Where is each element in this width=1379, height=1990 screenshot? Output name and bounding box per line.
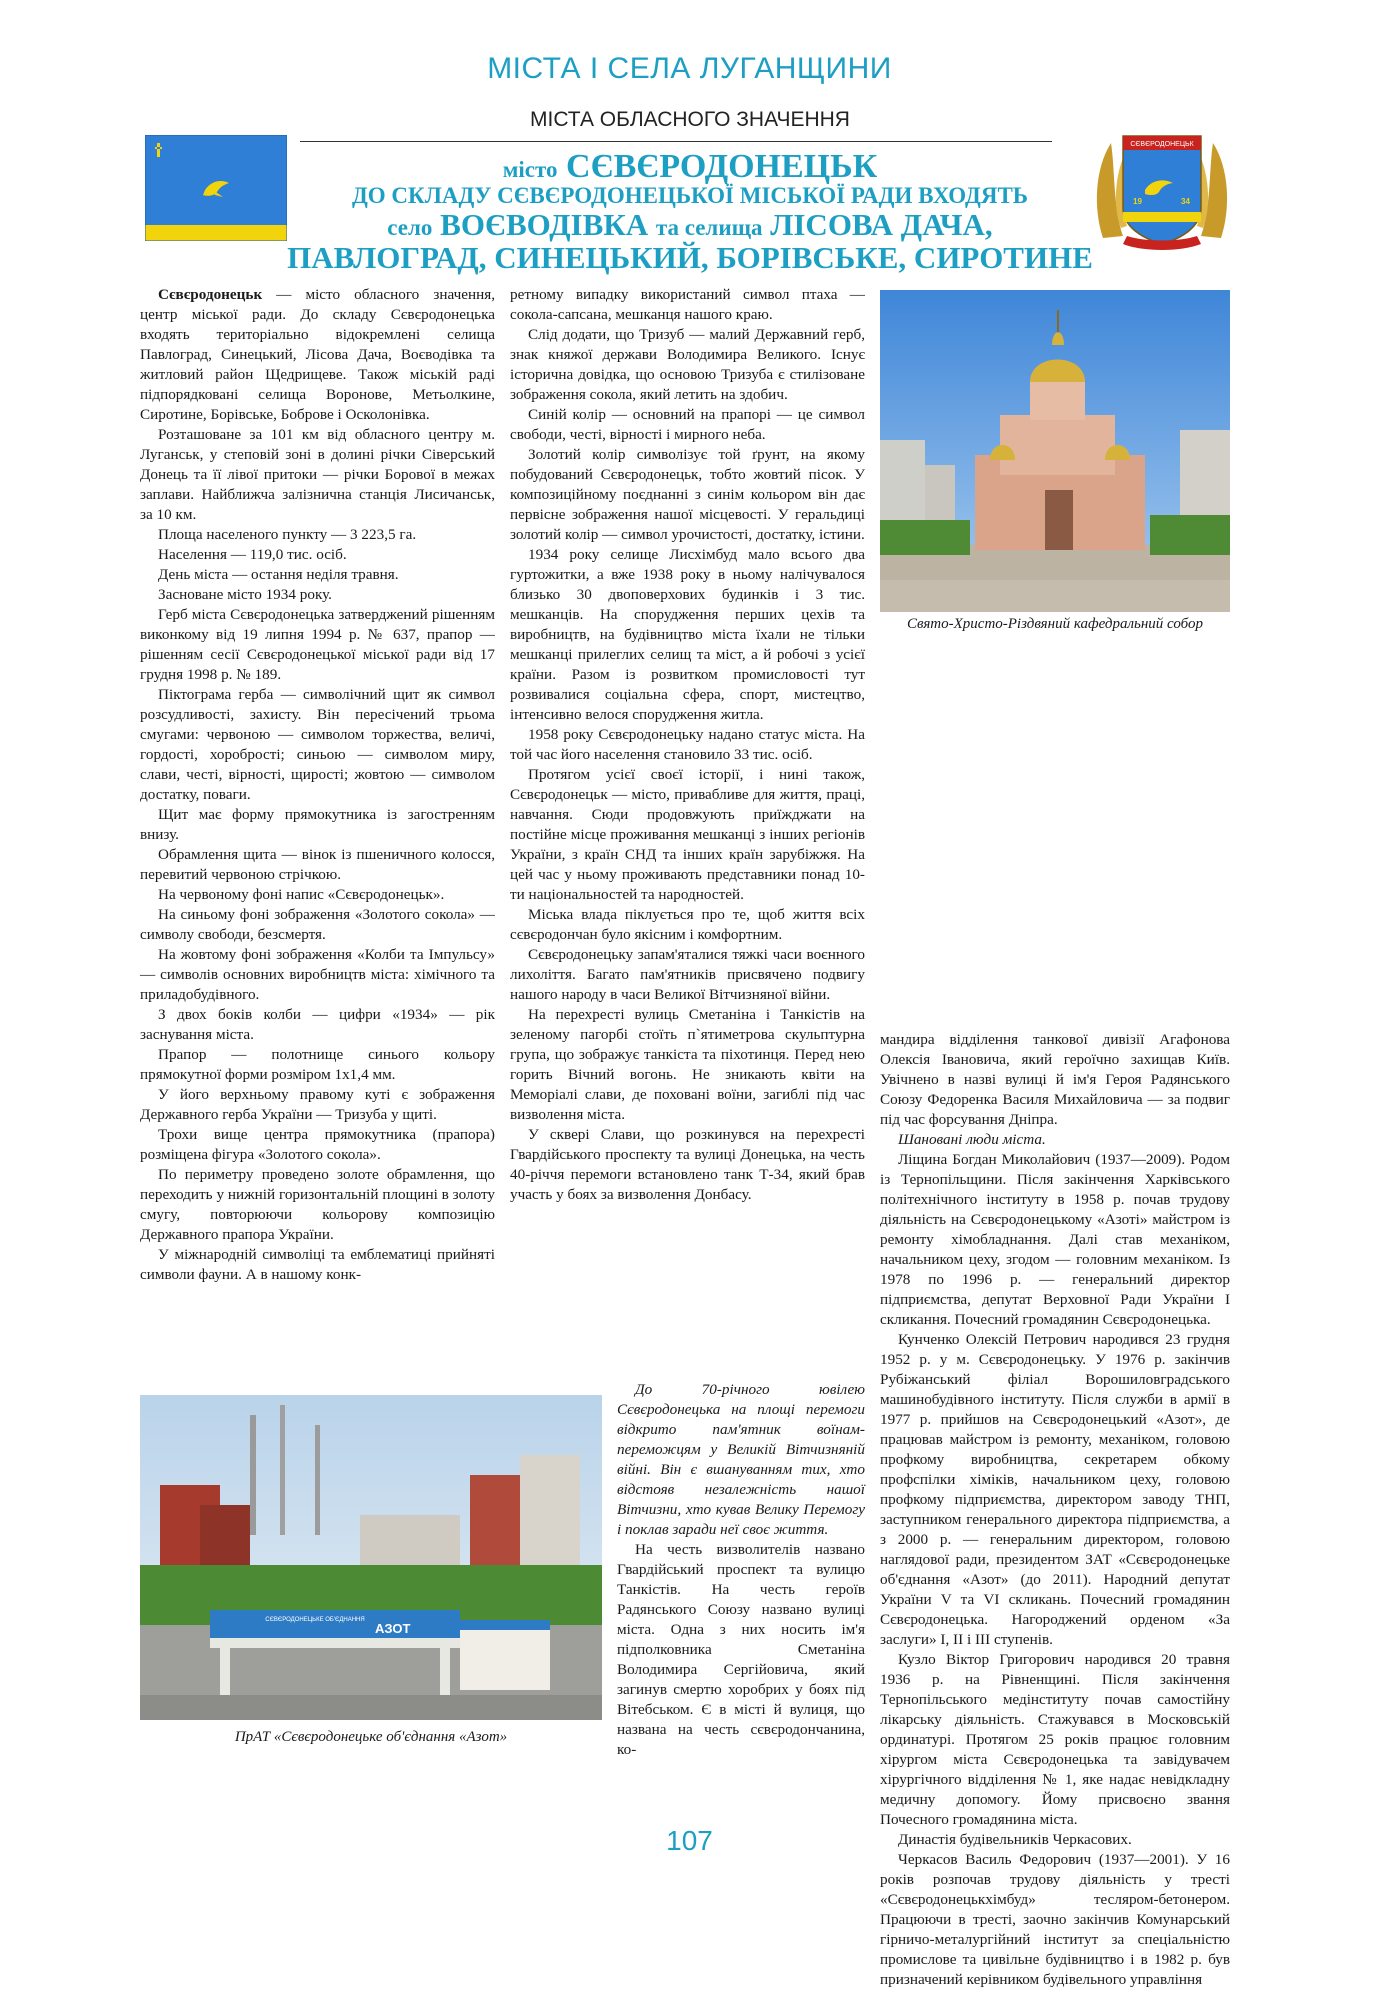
azot-factory-photo bbox=[140, 1395, 602, 1720]
column-2-lower bbox=[617, 1380, 865, 1760]
title-name-lisova: ЛІСОВА ДАЧА, bbox=[770, 207, 993, 242]
article-title bbox=[280, 150, 1100, 273]
paragraph: Населення — 119,0 тис. осіб. bbox=[158, 546, 347, 563]
paragraph: На червоному фоні напис «Сєвєродонецьк». bbox=[158, 886, 445, 903]
paragraph: 1934 року селище Лисхімбуд мало всього два гуртожитки, а вже 1938 року в ньому налічувалося близько 30 двоповерхових будинків і 3 тис. мешканців. На спорудження перших цехів та виробництв, на будівництво міста їхали не тільки мешканці прилеглих селищ та міст, а й робочі з усієї країни. Разом із розвитком промисловості тут розвивалися соціальна сфера, спорт, мистецтво, інтенсивно велося спорудження житла. bbox=[510, 546, 865, 723]
paragraph: Обрамлення щита — вінок із пшеничного колосся, перевитий червоною стрічкою. bbox=[140, 846, 495, 883]
paragraph: Кунченко Олексій Петрович народився 23 грудня 1952 р. у м. Сєвєродонецьку. У 1976 р. закінчив Рубіжанський філіал Ворошиловградського машинобудівного інституту. Після служби в армії в 1977 р. прийшов на Сєвєродонецький «Азот», де працював майстром із ремонту, механіком, головою профкому виробництва, секретарем обкому профспілки хіміків, начальником цеху, головою профкому підприємства, директором заводу ТНП, заступником генерального директора підприємства, а з 2000 р. — генеральним директором, головою наглядової ради, президентом ЗАТ «Сєвєродонецьке об'єднання «Азот» (до 2011). Народний депутат України V та VI скликань. Почесний громадянин Сєвєродонецька. Нагороджений орденом «За заслуги» І, ІІ і ІІІ ступенів. bbox=[880, 1331, 1230, 1648]
paragraph: На жовтому фоні зображення «Колби та Імпульсу» — символів основних виробництв міста: хімічного та приладобудівного. bbox=[140, 946, 495, 1003]
paragraph: ретному випадку використаний символ птаха — сокола-сапсана, мешканця нашого краю. bbox=[510, 286, 865, 323]
paragraph: Ліщина Богдан Миколайович (1937—2009). Родом із Тернопільщини. Після закінчення Харківського політехнічного інституту в 1958 р. почав трудову діяльність на Сєвєродонецькому «Азоті» майстром із ремонту хімобладнання. Далі став механіком, начальником цеху, згодом — головним механіком. Із 1978 по 1996 р. — генеральний директор підприємства, депутат Верховної Ради України І скликання. Почесний громадянин Сєвєродонецька. bbox=[880, 1151, 1230, 1328]
title-prefix: місто bbox=[502, 157, 558, 182]
title-prefix-selyshcha: та селища bbox=[655, 215, 763, 240]
title-line4: ПАВЛОГРАД, СИНЕЦЬКИЙ, БОРІВСЬКЕ, СИРОТИНЕ bbox=[287, 240, 1093, 275]
coat-right-digits: 34 bbox=[1181, 197, 1190, 206]
column-2 bbox=[510, 285, 865, 1205]
paragraph: Протягом усієї своєї історії, і нині також, Сєвєродонецьк — місто, привабливе для життя, праці, навчання. Сюди продовжують приїжджати на постійне місце проживання мешканці з інших регіонів України, з країн СНД та інших країн зарубіжжя. На цей час у ньому проживають представники понад 10-ти національностей та народностей. bbox=[510, 766, 865, 903]
paragraph: У міжнародній символіці та емблематиці прийняті символи фауни. А в нашому конк- bbox=[140, 1246, 495, 1283]
paragraph: Міська влада піклується про те, щоб життя всіх сєвєродончан було якісним і комфортним. bbox=[510, 906, 865, 943]
factory-sign-company: СЄВЄРОДОНЕЦЬКЕ ОБ'ЄДНАННЯ bbox=[265, 1617, 365, 1623]
page-number: 107 bbox=[666, 1825, 713, 1856]
paragraph: Щит має форму прямокутника із загостренням внизу. bbox=[140, 806, 495, 843]
paragraph: У сквері Слави, що розкинувся на перехресті Гвардійського проспекту та вулиці Донецька, на честь 40-річчя перемоги встановлено танк Т-34, який брав участь у боях за визволення Донбасу. bbox=[510, 1126, 865, 1203]
paragraph: На синьому фоні зображення «Золотого сокола» — символу свободи, безсмертя. bbox=[140, 906, 495, 943]
paragraph: Прапор — полотнище синього кольору прямокутної форми розміром 1х1,4 мм. bbox=[140, 1046, 495, 1083]
paragraph: До 70-річного ювілею Сєвєродонецька на площі перемоги відкрито пам'ятник воїнам-переможцям у Великій Вітчизняній війні. Він є вшануванням тих, хто відстояв незалежність нашої Вітчизни, хто кував Велику Перемогу і поклав заради неї своє життя. bbox=[617, 1381, 865, 1538]
title-line2: ДО СКЛАДУ СЄВЄРОДОНЕЦЬКОЇ МІСЬКОЇ РАДИ ВХОДЯТЬ bbox=[351, 183, 1029, 208]
section-title: МІСТА І СЕЛА ЛУГАНЩИНИ bbox=[487, 52, 892, 85]
paragraph: Династія будівельників Черкасових. bbox=[898, 1831, 1132, 1848]
paragraph: мандира відділення танкової дивізії Агафонова Олексія Івановича, який героїчно захищав Київ. Увічнено в назві вулиці й ім'я Героя Радянського Союзу Федоренка Василя Михайловича — за подвиг під час форсування Дніпра. bbox=[880, 1031, 1230, 1128]
paragraph: Синій колір — основний на прапорі — це символ свободи, честі, вірності і мирного неба. bbox=[510, 406, 865, 443]
paragraph: У його верхньому правому куті є зображення Державного герба України — Тризуба у щиті. bbox=[140, 1086, 495, 1123]
paragraph: По периметру проведено золоте обрамлення, що переходить у нижній горизонтальній площині в золоту смугу, повторюючи кольорову композицію Державного прапора України. bbox=[140, 1166, 495, 1243]
paragraph: Засноване місто 1934 року. bbox=[158, 586, 332, 603]
header-divider bbox=[300, 141, 1052, 142]
paragraph: Золотий колір символізує той ґрунт, на якому побудований Сєвєродонецьк, тобто жовтий пісок. У композиційному поєднанні з синім кольором він дає первісне зображення нашої місцевості. У геральдиці золотий колір — символ урочистості, достатку, істини. bbox=[510, 446, 865, 543]
paragraph: — місто обласного значення, центр міської ради. До складу Сєвєродонецька входять територіально відокремлені селища Павлоград, Синецький, Лісова Дача, Воєводівка та житловий район Щедрищеве. Також міській раді підпорядковані селища Воронове, Метьолкине, Сиротине, Борівське, Боброве і Осколонівка. bbox=[140, 286, 495, 423]
cathedral-caption: Свято-Христо-Різдвяний кафедральний собор bbox=[907, 616, 1203, 632]
paragraph: 1958 року Сєвєродонецьку надано статус міста. На той час його населення становило 33 тис. осіб. bbox=[510, 726, 865, 763]
paragraph: День міста — остання неділя травня. bbox=[158, 566, 399, 583]
lead-bold: Сєвєродонецьк bbox=[158, 286, 263, 303]
title-prefix-selo: село bbox=[387, 215, 433, 240]
title-name-voievodivka: ВОЄВОДІВКА bbox=[440, 207, 649, 242]
factory-sign-brand: АЗОТ bbox=[375, 1621, 411, 1636]
paragraph: Черкасов Василь Федорович (1937—2001). У 16 років розпочав трудову діяльність у тресті «Сєвєродонецькхімбуд» тесляром-бетонером. Працюючи в тресті, заочно закінчив Комунарський гірничо-металургійний інститут за спеціальністю промислове та цивільне будівництво і в 1982 р. був призначений керівником будівельного управління bbox=[880, 1851, 1230, 1988]
paragraph: Площа населеного пункту — 3 223,5 га. bbox=[158, 526, 417, 543]
city-flag-icon bbox=[145, 135, 287, 241]
coat-of-arms-icon bbox=[1093, 128, 1231, 252]
paragraph: Слід додати, що Тризуб — малий Державний герб, знак княжої держави Володимира Великого. Існує історична довідка, що основою Тризуба є стилізоване зображення сокола, який летить на здобич. bbox=[510, 326, 865, 403]
coat-ribbon-text: СЄВЄРОДОНЕЦЬК bbox=[1130, 141, 1194, 148]
paragraph: Розташоване за 101 км від обласного центру м. Луганськ, у степовій зоні в долині річки Сіверський Донець та її лівої притоки — річки Борової в межах заплави. Найближча залізнична станція Лисичанськ, за 10 км. bbox=[140, 426, 495, 523]
section-heading: Шановані люди міста. bbox=[898, 1131, 1046, 1148]
cathedral-photo bbox=[880, 290, 1230, 612]
paragraph: Сєвєродонецьку запам'яталися тяжкі часи воєнного лихоліття. Багато пам'ятників присвячено подвигу нашого народу в часи Великої Вітчизняної війни. bbox=[510, 946, 865, 1003]
azot-caption: ПрАТ «Сєвєродонецьке об'єднання «Азот» bbox=[234, 1729, 508, 1745]
paragraph: Герб міста Сєвєродонецька затверджений рішенням виконкому від 19 липня 1994 р. № 637, прапор — рішенням сесії Сєвєродонецької міської ради від 17 грудня 1998 р. № 189. bbox=[140, 606, 495, 683]
subsection-title: МІСТА ОБЛАСНОГО ЗНАЧЕННЯ bbox=[530, 108, 850, 131]
city-name: СЄВЄРОДОНЕЦЬК bbox=[566, 148, 878, 185]
paragraph: На перехресті вулиць Сметаніна і Танкістів на зеленому пагорбі стоїть п`ятиметрова скульптурна група, що зображує танкіста та піхотинця. Перед нею горить Вічний вогонь. Не зникають квіти на Меморіалі слави, де поховані воїни, загиблі під час визволення міста. bbox=[510, 1006, 865, 1123]
column-1 bbox=[140, 285, 495, 1285]
coat-left-digits: 19 bbox=[1133, 197, 1142, 206]
paragraph: Трохи вище центра прямокутника (прапора) розміщена фігура «Золотого сокола». bbox=[140, 1126, 495, 1163]
paragraph: Кузло Віктор Григорович народився 20 травня 1936 р. на Рівненщині. Після закінчення Тернопільського медінституту почав самостійну лікарську діяльність. Стажувався в Московській ординатурі. Протягом 25 років працює головним хірургом міста Сєвєродонецька та завідувачем хірургічного відділення № 1, яке надає невідкладну медичну допомогу. Йому присвоєно звання Почесного громадянина міста. bbox=[880, 1651, 1230, 1828]
paragraph: На честь визволителів названо Гвардійський проспект та вулицю Танкістів. На честь героїв Радянського Союзу названо вулиці міста. Одна з них носить ім'я підполковника Сметаніна Володимира Сергійовича, який загинув смертю хоробрих у боях під Вітебськом. Є в місті й вулиця, що названа на честь сєвєродончанина, ко- bbox=[617, 1541, 865, 1758]
paragraph: Піктограма герба — символічний щит як символ розсудливості, захисту. Він пересічений трьома смугами: червоною — символом торжества, величі, гордості, хоробрості; синьою — символом миру, слави, честі, вірності, щирості; жовтою — символом достатку, поваги. bbox=[140, 686, 495, 803]
paragraph: З двох боків колби — цифри «1934» — рік заснування міста. bbox=[140, 1006, 495, 1043]
